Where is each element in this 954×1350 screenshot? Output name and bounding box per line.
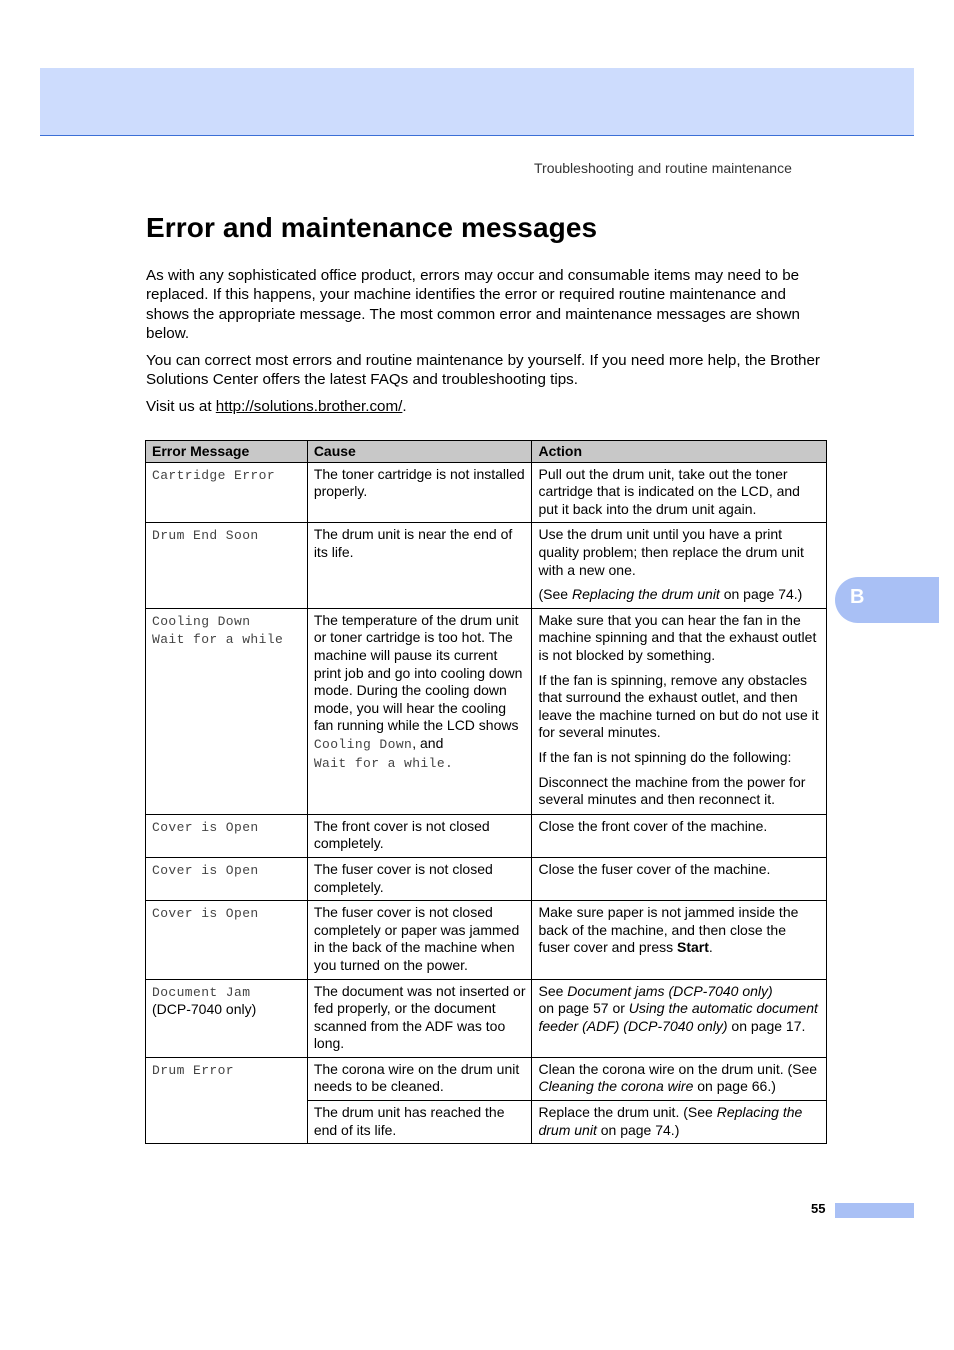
cause-and: , and: [412, 734, 444, 751]
start-key-label: Start: [677, 939, 709, 956]
cause-cell: The toner cartridge is not installed properly.: [307, 462, 532, 523]
cause-cell: The drum unit has reached the end of its life.: [307, 1101, 532, 1144]
table-row: [146, 608, 827, 814]
lcd-message: Cartridge Error: [152, 467, 276, 483]
table-row: [146, 814, 827, 857]
table-row: [146, 462, 827, 523]
column-header-error-message: Error Message: [146, 441, 308, 463]
error-message-cell: [146, 979, 308, 1057]
error-message-cell: [146, 608, 308, 814]
running-head: Troubleshooting and routine maintenance: [534, 160, 792, 176]
action-text: Replace the drum unit. (See: [538, 1104, 717, 1121]
cause-cell: The drum unit is near the end of its life.: [307, 523, 532, 608]
error-message-cell: [146, 814, 308, 857]
action-text: Disconnect the machine from the power for several minutes and then reconnect it.: [538, 773, 806, 808]
lcd-message: Cover is Open: [152, 862, 259, 878]
ref-page: on page 74.): [596, 1121, 680, 1138]
table-row: [146, 857, 827, 900]
error-messages-table: [145, 440, 827, 1144]
lcd-message: Drum Error: [152, 1062, 235, 1078]
action-text: If the fan is spinning, remove any obstacles that surround the exhaust outlet, and then leave the machine turned on but do not use it for several minutes.: [538, 671, 819, 741]
cause-cell: The front cover is not closed completely.: [307, 814, 532, 857]
ref-link-text: Using the automatic document feeder (ADF) (DCP-7040 only): [538, 1000, 818, 1034]
ref-link-text: Replacing the drum unit: [538, 1104, 803, 1138]
cause-cell: The corona wire on the drum unit needs to be cleaned.: [307, 1057, 532, 1100]
page-title: Error and maintenance messages: [146, 212, 598, 243]
ref-link-text: Document jams (DCP-7040 only): [567, 982, 773, 999]
visit-text: Visit us at: [146, 398, 216, 415]
error-message-cell: [146, 523, 308, 608]
table-row: [146, 901, 827, 979]
cause-cell: The document was not inserted or fed properly, or the document scanned from the ADF was too long.: [307, 979, 532, 1057]
action-cell: [532, 608, 827, 814]
error-message-cell: [146, 901, 308, 979]
action-text: Make sure paper is not jammed inside the back of the machine, and then close the fuser cover and press: [538, 904, 799, 956]
error-message-cell: [146, 462, 308, 523]
visit-period: .: [402, 398, 407, 415]
action-cell: Pull out the drum unit, take out the toner cartridge that is indicated on the LCD, and put it back into the drum unit again.: [532, 462, 827, 523]
intro-paragraph-2: You can correct most errors and routine maintenance by yourself. If you need more help, the Brother Solutions Center offers the latest FAQs and troubleshooting tips.: [146, 352, 820, 389]
action-text: Use the drum unit until you have a print quality problem; then replace the drum unit with a new one.: [538, 526, 804, 578]
error-message-cell: [146, 857, 308, 900]
lcd-message: Document Jam: [152, 984, 251, 1000]
ref-text: (See: [538, 586, 572, 603]
section-tab-b[interactable]: [835, 577, 939, 623]
lcd-message: Drum End Soon: [152, 528, 259, 544]
lcd-message: Cover is Open: [152, 819, 259, 835]
page-number: 55: [811, 1201, 826, 1216]
action-text: Make sure that you can hear the fan in the machine spinning and that the exhaust outlet is not blocked by something.: [538, 611, 817, 663]
lcd-message-line-1: Cooling Down: [152, 613, 251, 629]
lcd-message-inline: Cooling Down: [313, 736, 413, 752]
action-see: See: [538, 982, 568, 999]
cause-text: The temperature of the drum unit or toner cartridge is too hot. The machine will pause its current print job and go into cooling down mode. During the cooling down mode, you will hear the cooling fan running while the LCD shows: [313, 611, 523, 734]
action-cell: [532, 1101, 827, 1144]
cause-cell: The fuser cover is not closed completely.: [307, 857, 532, 900]
table-row: [146, 523, 827, 608]
column-header-action: Action: [532, 441, 827, 463]
lcd-message-inline: Wait for a while.: [313, 755, 454, 771]
lcd-message-line-2: Wait for a while: [152, 632, 284, 648]
action-reference: [538, 586, 820, 604]
table-row: [146, 979, 827, 1057]
table-header-row: [146, 441, 827, 463]
intro-paragraph-3: [146, 397, 830, 416]
action-cell: Close the fuser cover of the machine.: [532, 857, 827, 900]
action-cell: [532, 979, 827, 1057]
action-text: Clean the corona wire on the drum unit. (See: [538, 1060, 818, 1077]
ref-page: on page 74.): [719, 586, 803, 603]
table-row: [146, 1057, 827, 1100]
cause-cell: [307, 608, 532, 814]
action-text: on page 57 or: [538, 1000, 629, 1017]
ref-page: on page 66.): [693, 1078, 776, 1095]
header-band: [40, 68, 914, 136]
action-text: If the fan is not spinning do the following:: [538, 748, 792, 765]
action-cell: [532, 1057, 827, 1100]
action-cell: [532, 901, 827, 979]
action-period: .: [708, 939, 713, 956]
ref-link-text: Cleaning the corona wire: [538, 1078, 694, 1095]
action-cell: [532, 523, 827, 608]
intro-paragraph-1: As with any sophisticated office product, errors may occur and consumable items may need to be replaced. If this happens, your machine identifies the error or required routine maintenance and shows the appropriate message. The most common error and maintenance messages are shown below.: [146, 267, 800, 342]
footer-bar: [835, 1203, 914, 1218]
ref-page: on page 17.: [727, 1017, 806, 1034]
column-header-cause: Cause: [307, 441, 532, 463]
lcd-message: Cover is Open: [152, 906, 259, 922]
model-note: (DCP-7040 only): [152, 1001, 257, 1018]
cause-cell: The fuser cover is not closed completely or paper was jammed in the back of the machine when you turned on the power.: [307, 901, 532, 979]
action-cell: Close the front cover of the machine.: [532, 814, 827, 857]
solutions-center-link[interactable]: http://solutions.brother.com/: [215, 398, 403, 415]
section-tab-label: B: [850, 586, 865, 608]
error-message-cell: [146, 1057, 308, 1143]
ref-link-text: Replacing the drum unit: [571, 586, 720, 603]
